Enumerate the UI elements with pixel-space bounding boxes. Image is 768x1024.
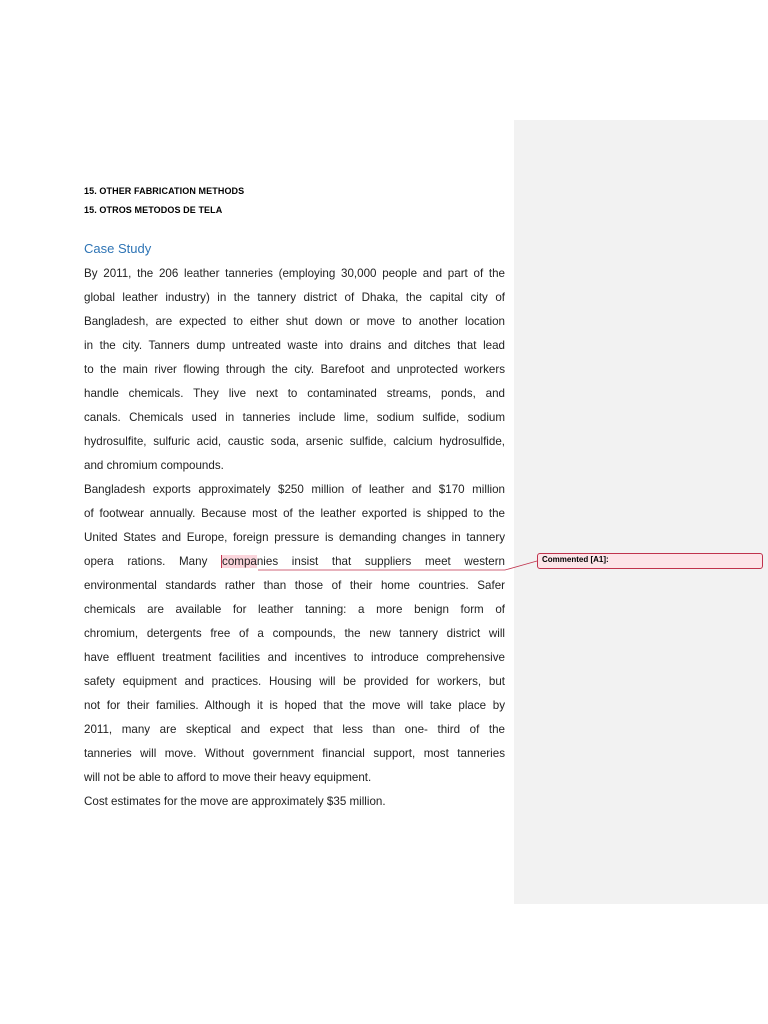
paragraph-line: chemicals are available for leather tanning: a more benign form of (84, 603, 505, 616)
paragraph-line: Cost estimates for the move are approximately $35 million. (84, 795, 386, 808)
paragraph-line: safety equipment and practices. Housing will be provided for workers, but (84, 675, 505, 688)
paragraph-line: will not be able to afford to move their heavy equipment. (84, 771, 372, 784)
paragraph-line: chromium, detergents free of a compounds, the new tannery district will (84, 627, 505, 640)
comment-pane (514, 120, 768, 904)
paragraph-line: hydrosulfite, sulfuric acid, caustic soda, arsenic sulfide, calcium hydrosulfide, (84, 435, 505, 448)
paragraph-line: By 2011, the 206 leather tanneries (employing 30,000 people and part of the (84, 267, 505, 280)
paragraph-line: not for their families. Although it is hoped that the move will take place by (84, 699, 505, 712)
paragraph-line: global leather industry) in the tannery district of Dhaka, the capital city of (84, 291, 505, 304)
comment-label: Commented [A1]: (542, 555, 609, 564)
paragraph-line: have effluent treatment facilities and incentives to introduce comprehensive (84, 651, 505, 664)
paragraph-line: canals. Chemicals used in tanneries include lime, sodium sulfide, sodium (84, 411, 505, 424)
commented-line-before: opera rations. Many (84, 555, 222, 568)
paragraph-line: of footwear annually. Because most of the leather exported is shipped to the (84, 507, 505, 520)
section-title: Case Study (84, 241, 152, 256)
commented-line (84, 555, 505, 569)
comment-highlight[interactable]: compa (222, 555, 257, 568)
paragraph-line: United States and Europe, foreign pressure is demanding changes in tannery (84, 531, 505, 544)
paragraph-line: in the city. Tanners dump untreated waste into drains and ditches that lead (84, 339, 505, 352)
paragraph-line: Bangladesh exports approximately $250 million of leather and $170 million (84, 483, 505, 496)
chapter-heading-spanish: 15. OTROS METODOS DE TELA (84, 205, 223, 215)
paragraph-line: Bangladesh, are expected to either shut down or move to another location (84, 315, 505, 328)
paragraph-line: environmental standards rather than those of their home countries. Safer (84, 579, 505, 592)
paragraph-line: to the main river flowing through the city. Barefoot and unprotected workers (84, 363, 505, 376)
chapter-heading-english: 15. OTHER FABRICATION METHODS (84, 186, 245, 196)
paragraph-line: 2011, many are skeptical and expect that less than one- third of the (84, 723, 505, 736)
comment-balloon[interactable] (537, 553, 763, 569)
paragraph-line: and chromium compounds. (84, 459, 224, 472)
paragraph-line: tanneries will move. Without government financial support, most tanneries (84, 747, 505, 760)
paragraph-line: handle chemicals. They live next to contaminated streams, ponds, and (84, 387, 505, 400)
commented-line-after: nies insist that suppliers meet western (256, 555, 505, 568)
